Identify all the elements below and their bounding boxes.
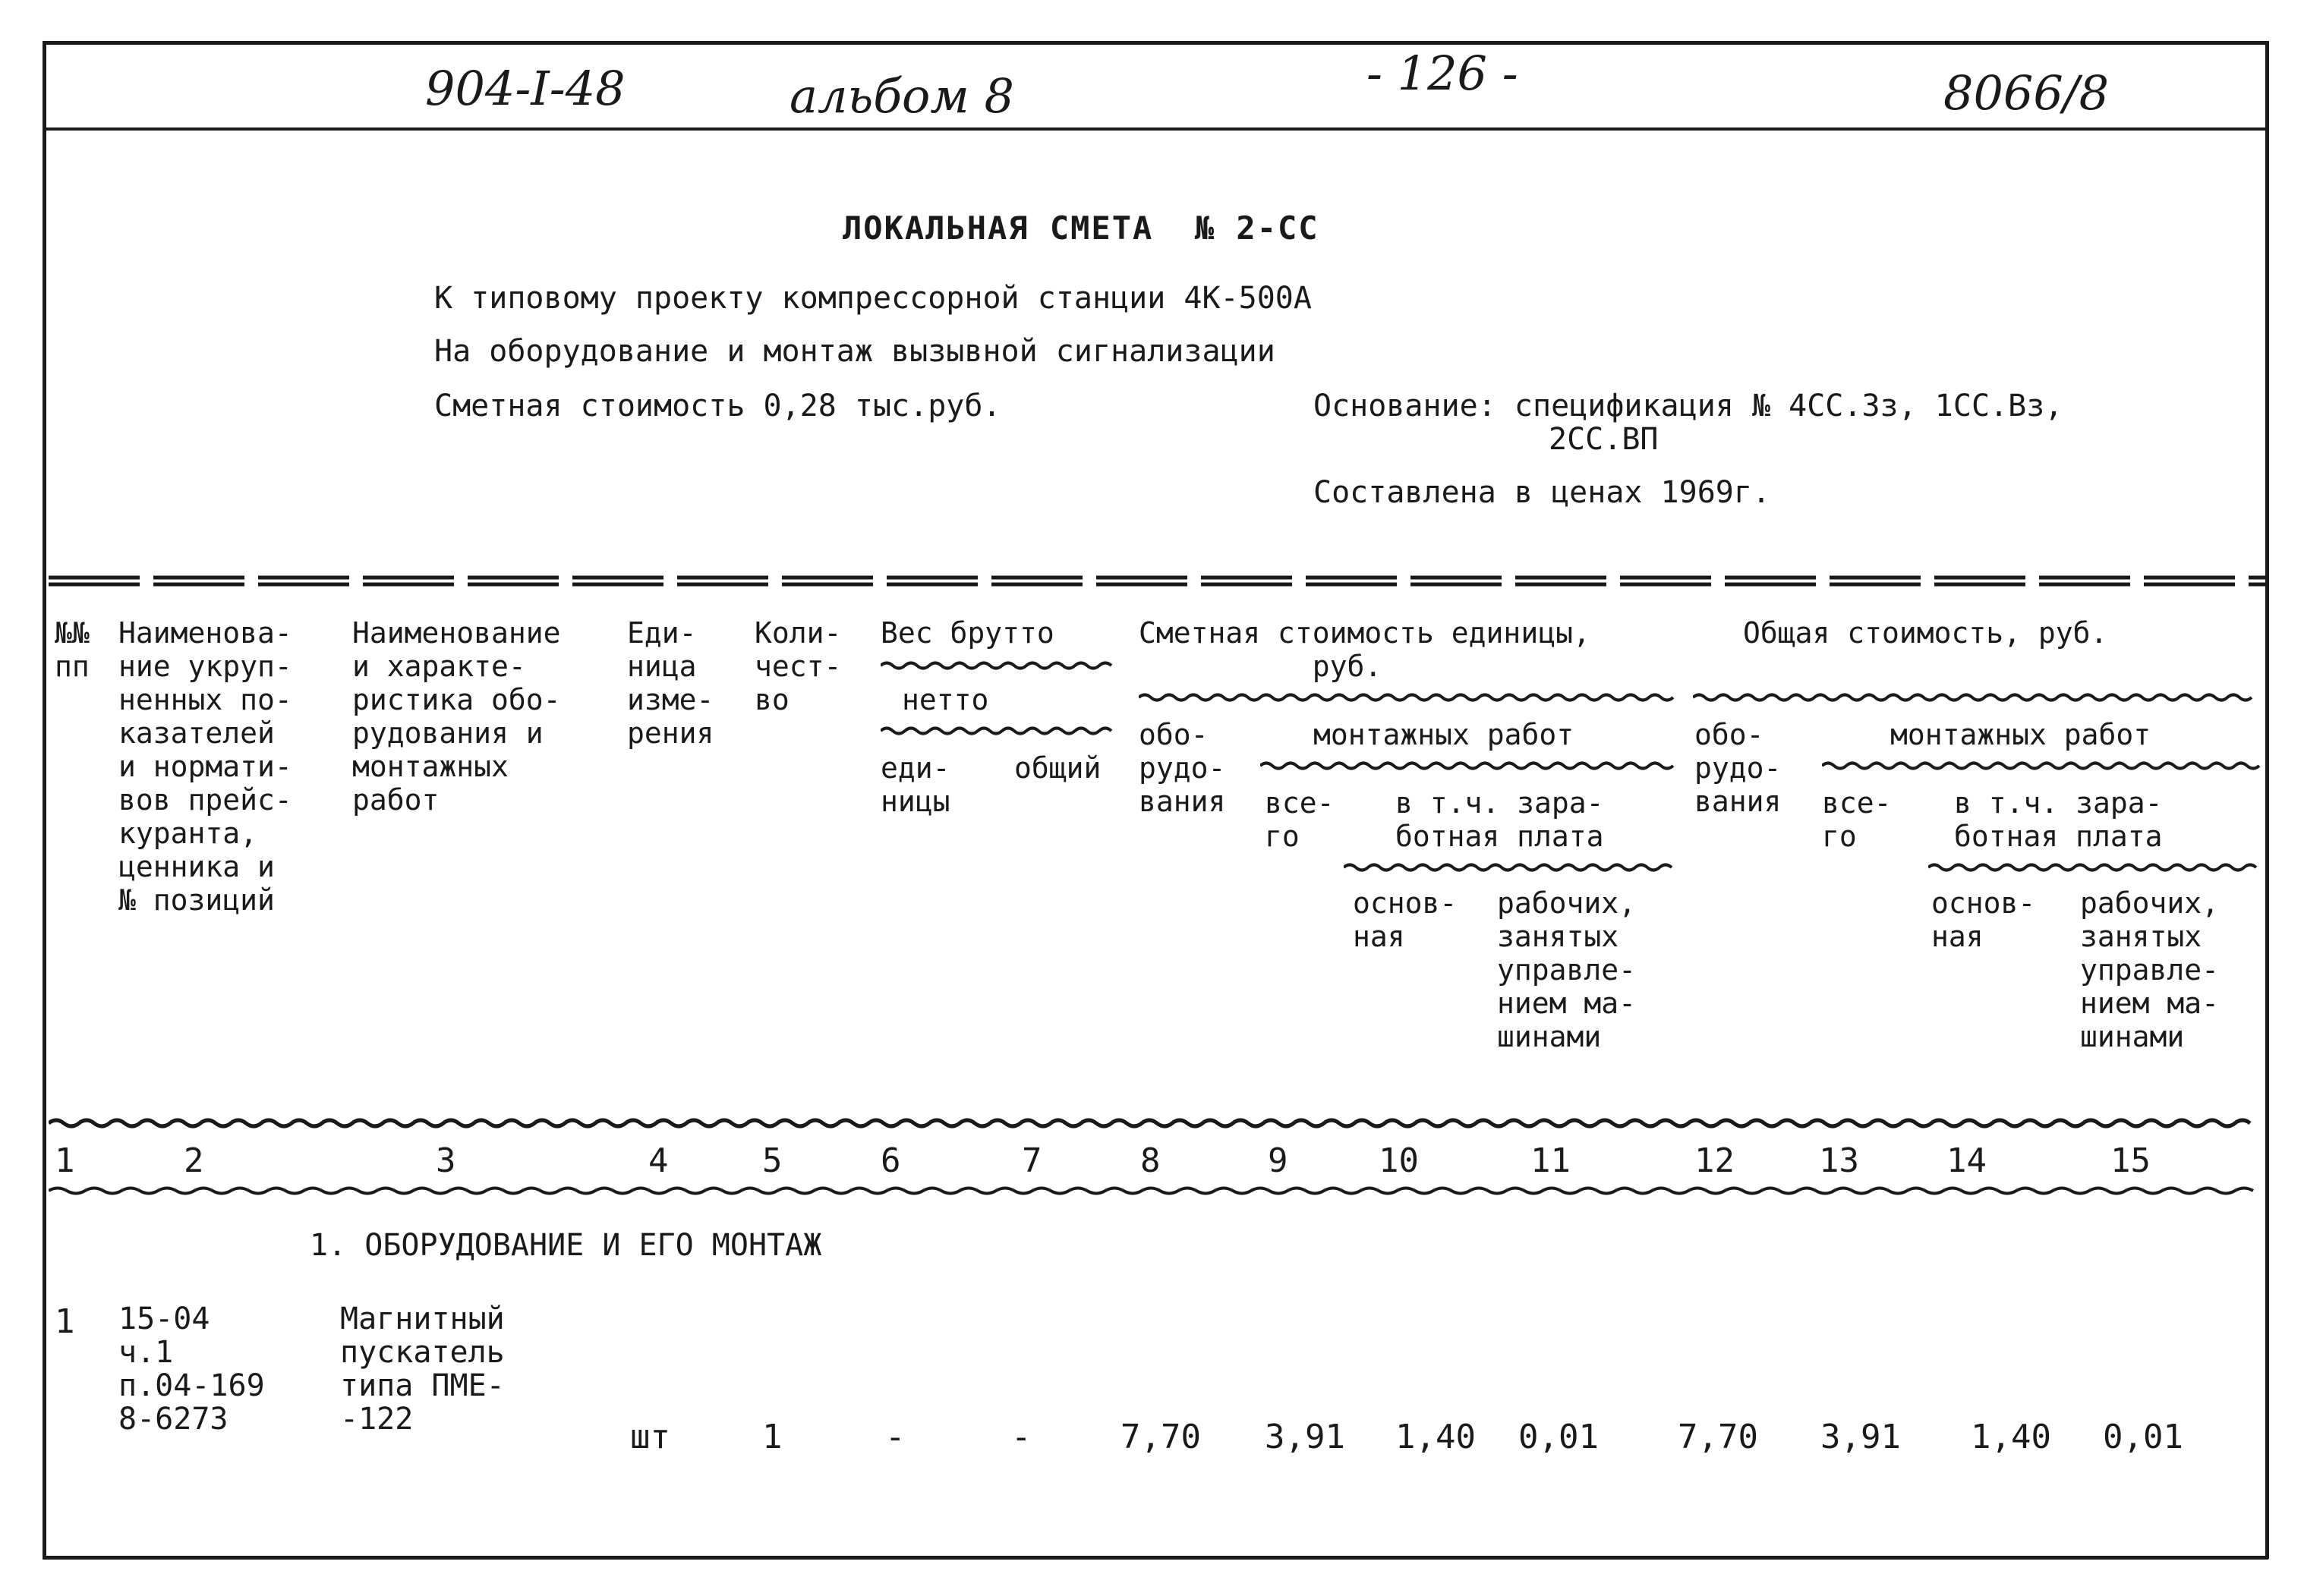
weight-wave-1 (881, 660, 1116, 671)
colnum-6: 6 (881, 1141, 901, 1180)
row1-unit: шт (630, 1418, 670, 1456)
header-total-workers: рабочих, занятых управле- нием ма- шинами (2080, 886, 2220, 1053)
header-normative: Наименова- ние укруп- ненных по- казателей и нормати- вов прейс- куранта, ценника и № позиций (118, 616, 292, 917)
page-number: - 126 - (1366, 46, 1518, 101)
header-total-basic: основ- ная (1931, 886, 2036, 953)
colnum-9: 9 (1268, 1141, 1288, 1180)
header-netto: нетто (902, 683, 989, 716)
colnum-4: 4 (648, 1141, 669, 1180)
header-total-equip: обо- рудо- вания (1694, 718, 1782, 818)
doc-line-scope: На оборудование и монтаж вызывной сигнализации (434, 334, 1275, 369)
header-unit: Еди- ница изме- рения (627, 616, 714, 750)
row1-c13: 3,91 (1820, 1418, 1901, 1456)
frame-right (2265, 41, 2269, 1559)
colnum-8: 8 (1140, 1141, 1161, 1180)
row1-c14: 1,40 (1971, 1418, 2051, 1456)
header-unit-all: все- го (1265, 786, 1335, 853)
total-mount-wave (1822, 760, 2262, 771)
doc-basis: Основание: спецификация № 4СС.Зз, 1СС.Вз, (1313, 389, 2063, 423)
row1-num: 1 (55, 1302, 75, 1341)
header-unit-cost: Сметная стоимость единицы, руб. (1139, 616, 1590, 683)
colnum-15: 15 (2110, 1141, 2151, 1180)
header-unit-basic: основ- ная (1353, 886, 1458, 953)
colnum-1: 1 (55, 1141, 75, 1180)
row1-c8: 7,70 (1120, 1418, 1201, 1456)
header-total-all: все- го (1822, 786, 1892, 853)
row1-c12: 7,70 (1678, 1418, 1758, 1456)
colnum-2: 2 (184, 1141, 204, 1180)
header-weight-unit: еди- ницы (881, 751, 950, 818)
total-cost-wave (1693, 692, 2262, 703)
frame-bottom (43, 1556, 2268, 1560)
doc-cost: Сметная стоимость 0,28 тыс.руб. (434, 389, 1001, 423)
unit-cost-wave (1139, 692, 1678, 703)
header-unit-workers: рабочих, занятых управле- нием ма- шинами (1497, 886, 1637, 1053)
doc-basis-cont: 2СС.ВП (1549, 422, 1659, 457)
unit-incl-wave (1344, 862, 1678, 873)
row1-code: 15-04 ч.1 п.04-169 8-6273 (118, 1302, 265, 1437)
row1-weight-unit: - (885, 1418, 906, 1456)
header-weight: Вес брутто (881, 616, 1054, 650)
row1-c15: 0,01 (2103, 1418, 2183, 1456)
unit-mount-wave (1260, 760, 1678, 771)
colnum-11: 11 (1530, 1141, 1571, 1180)
colnum-13: 13 (1819, 1141, 1859, 1180)
total-incl-wave (1928, 862, 2262, 873)
colnum-5: 5 (762, 1141, 783, 1180)
header-weight-total: общий (1014, 751, 1102, 785)
row1-c11: 0,01 (1518, 1418, 1599, 1456)
colnum-3: 3 (436, 1141, 456, 1180)
header-unit-mount: монтажных работ (1313, 718, 1574, 751)
header-total-mount: монтажных работ (1890, 718, 2151, 751)
header-num: №№ пп (55, 616, 90, 683)
header-qty: Коли- чест- во (755, 616, 842, 716)
header-total-incl: в т.ч. зара- ботная плата (1954, 786, 2163, 853)
sheet-number: 8066/8 (1943, 65, 2110, 121)
colnum-bottom-rule (49, 1184, 2264, 1198)
row1-name: Магнитный пускатель типа ПМЕ- -122 (340, 1302, 505, 1437)
row1-qty: 1 (762, 1418, 783, 1456)
header-unit-incl: в т.ч. зара- ботная плата (1395, 786, 1604, 853)
row1-c10: 1,40 (1395, 1418, 1476, 1456)
weight-wave-2 (881, 726, 1116, 736)
frame-left (43, 41, 46, 1559)
doc-line-project: К типовому проекту компрессорной станции 4К-500А (434, 281, 1312, 316)
header-unit-equip: обо- рудо- вания (1139, 718, 1226, 818)
colnum-14: 14 (1946, 1141, 1987, 1180)
colnum-12: 12 (1694, 1141, 1735, 1180)
stamp-divider (43, 127, 2268, 131)
header-total-cost: Общая стоимость, руб. (1743, 616, 2108, 650)
project-code: 904-I-48 (425, 61, 626, 116)
frame-top (43, 41, 2268, 45)
doc-prices: Составлена в ценах 1969г. (1313, 475, 1771, 510)
album-label: альбом 8 (790, 68, 1014, 124)
doc-title: ЛОКАЛЬНАЯ СМЕТА № 2-СС (843, 209, 1319, 247)
section-title: 1. ОБОРУДОВАНИЕ И ЕГО МОНТАЖ (310, 1228, 822, 1263)
row1-weight-total: - (1011, 1418, 1032, 1456)
row1-c9: 3,91 (1265, 1418, 1345, 1456)
header-bottom-rule (49, 1116, 2264, 1131)
table-top-rule (49, 574, 2265, 589)
colnum-10: 10 (1379, 1141, 1419, 1180)
colnum-7: 7 (1022, 1141, 1042, 1180)
header-name: Наименование и характе- ристика обо- рудования и монтажных работ (352, 616, 561, 817)
